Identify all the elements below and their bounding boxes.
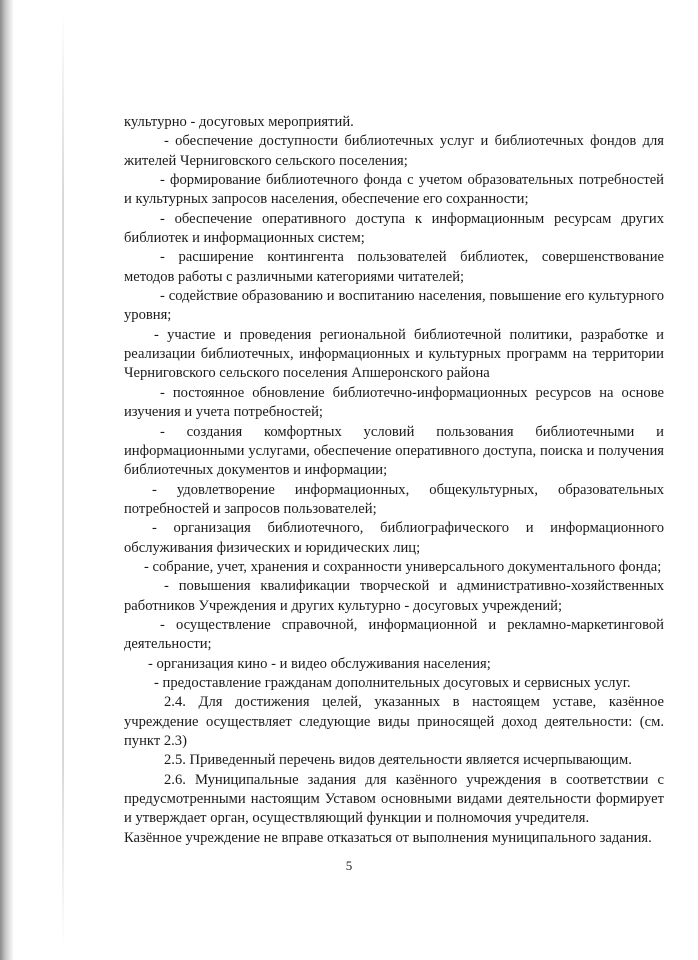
scan-fold-line — [62, 10, 64, 950]
paragraph-4: - обеспечение оперативного доступа к информационным ресурсам других библиотек и информационных систем; — [124, 210, 664, 247]
scan-edge-shadow — [0, 0, 14, 960]
paragraph-10: - удовлетворение информационных, общекультурных, образовательных потребностей и запросов пользователей; — [124, 481, 664, 517]
paragraph-12: - собрание, учет, хранения и сохранности универсального документального фонда; — [144, 558, 662, 575]
paragraph-14: - осуществление справочной, информационной и рекламно-маркетинговой деятельности; — [124, 616, 664, 653]
paragraph-7: - участие и проведения региональной библиотечной политики, разработке и реализации библиотечных, информационных и культурных программ на территории Черниговского сельского поселения Апшеронского района — [124, 326, 664, 382]
paragraph-18: 2.5. Приведенный перечень видов деятельности является исчерпывающим. — [164, 752, 632, 769]
paragraph-19: 2.6. Муниципальные задания для казённого учреждения в соответствии с предусмотренными настоящим Уставом основными видами деятельности формирует и утверждает орган, осуществляющий функции и полномочия учредителя. — [124, 771, 664, 827]
paragraph-17: 2.4. Для достижения целей, указанных в настоящем уставе, казённое учреждение осуществляет следующие виды приносящей доход деятельности: (см. пункт 2.3) — [124, 694, 664, 749]
paragraph-2: - обеспечение доступности библиотечных услуг и библиотечных фондов для жителей Черниговского сельского поселения; — [124, 133, 664, 169]
paragraph-16: - предоставление гражданам дополнительных досуговых и сервисных услуг. — [154, 674, 631, 691]
paragraph-15: - организация кино - и видео обслуживания населения; — [148, 655, 491, 672]
page-number: 5 — [345, 858, 353, 873]
document-page — [124, 113, 664, 848]
paragraph-8: - постоянное обновление библиотечно-информационных ресурсов на основе изучения и учета потребностей; — [124, 384, 664, 421]
paragraph-13: - повышения квалификации творческой и административно-хозяйственных работников Учреждения и других культурно - досуговых учреждений; — [124, 578, 664, 614]
paragraph-1: культурно - досуговых мероприятий. — [124, 114, 354, 130]
paragraph-20: Казённое учреждение не вправе отказаться от выполнения муниципального задания. — [124, 829, 652, 846]
paragraph-6: - содействие образованию и воспитанию населения, повышение его культурного уровня; — [124, 288, 664, 324]
paragraph-11: - организация библиотечного, библиографического и информационного обслуживания физических и юридических лиц; — [124, 520, 664, 556]
paragraph-5: - расширение контингента пользователей библиотек, совершенствование методов работы с различными категориями читателей; — [124, 249, 664, 285]
paragraph-9: - создания комфортных условий пользования библиотечными и информационными услугами, обеспечение оперативного доступа, поиска и получения библиотечных документов и информации; — [124, 423, 664, 479]
paragraph-3: - формирование библиотечного фонда с учетом образовательных потребностей и культурных запросов населения, обеспечение его сохранности; — [124, 172, 664, 208]
